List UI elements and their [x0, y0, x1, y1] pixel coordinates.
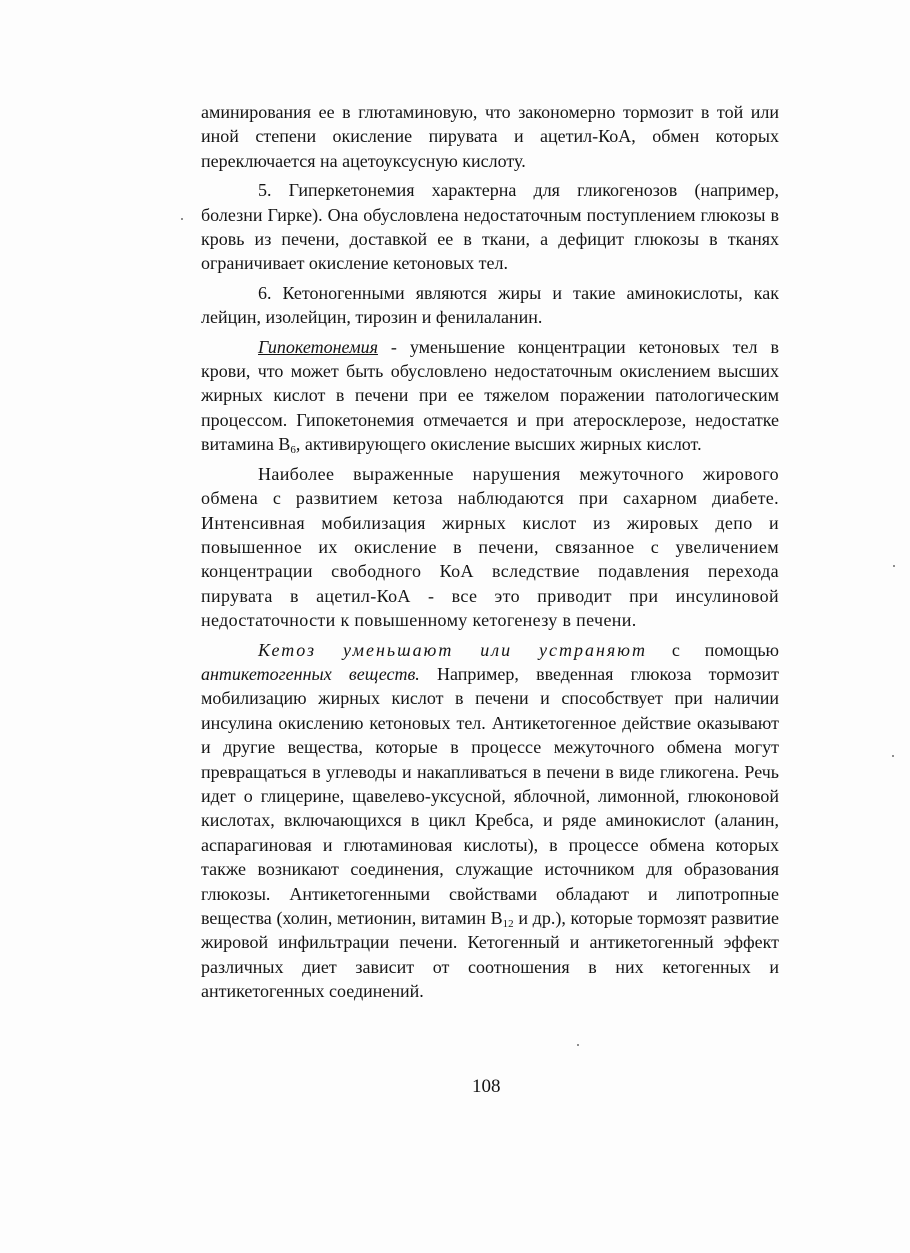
paragraph-text: и др.), которые тормозят развитие жировой инфильтрации печени. Кетогенный и антикетогенный эффект различных диет зависит от соотношения в них кетогенных и антикетогенных соединений.	[201, 908, 779, 1002]
paragraph-text: Например, введенная глюкоза тормозит мобилизацию жирных кислот в печени и способствует при наличии инсулина окислению кетоновых тел. Антикетогенное действие оказывают и другие вещества, которые в процессе межуточного обмена могут превращаться в углеводы и накапливаться в печени в виде гликогена. Речь идет о глицерине, щавелево-уксусной, яблочной, лимонной, глюконовой кислотах, включающихся в цикл Кребса, и ряде аминокислот (аланин, аспарагиновая и глютаминовая кислоты), в процессе обмена которых также возникают соединения, служащие источником для образования глюкозы. Антикетогенными свойствами обладают и липотропные вещества (холин, метионин, витамин В	[201, 663, 779, 928]
subscript-b12: 12	[502, 918, 514, 930]
paragraph-text: , активирующего окисление высших жирных кислот.	[295, 434, 702, 455]
body-text	[201, 100, 779, 1009]
paragraph-item-6: 6. Кетоногенными являются жиры и такие аминокислоты, как лейцин, изолейцин, тирозин и фенилаланин.	[201, 282, 779, 328]
paragraph-item-5: 5. Гиперкетонемия характерна для гликогенозов (например, болезни Гирке). Она обусловлена недостаточным поступлением глюкозы в кровь из печени, доставкой ее в ткани, а дефицит глюкозы в тканях ограничивает окисление кетоновых тел.	[201, 180, 779, 274]
scan-speck	[893, 565, 895, 567]
paragraph-hypoketonemia	[201, 335, 779, 457]
subscript-b6: 6	[290, 444, 296, 457]
scan-speck	[181, 218, 183, 220]
paragraph-diabetes-ketosis: Наиболее выраженные нарушения межуточного жирового обмена с развитием кетоза наблюдаются при сахарном диабете. Интенсивная мобилизация жирных кислот из жировых депо и повышенное их окисление в печени, связанное с увеличением концентрации свободного КоА вследствие подавления перехода пирувата в ацетил-КоА - все это приводит при инсулиновой недостаточности к повышенному кетогенезу в печени.	[201, 463, 779, 631]
scan-speck	[892, 755, 894, 757]
paragraph-text: - уменьшение концентрации кетоновых тел в крови, что может быть обусловлено недостаточным окислением высших жирных кислот в печени при ее тяжелом поражении патологическим процессом. Гипокетонемия отмечается и при атеросклерозе, недостатке витамина В	[201, 336, 779, 455]
term-antiketogenic-substances: антикетогенных веществ.	[201, 663, 420, 684]
lead-ketosis-reduced: Кетоз уменьшают или устраняют	[258, 639, 647, 660]
scan-speck	[577, 1044, 579, 1046]
paragraph-antiketogenic	[201, 638, 779, 1004]
paragraph-text: с помощью	[647, 639, 779, 660]
page-number: 108	[472, 1076, 501, 1097]
term-hypoketonemia: Гипокетонемия	[258, 336, 378, 357]
paragraph-continuation: аминирования ее в глютаминовую, что закономерно тормозит в той или иной степени окисление пирувата и ацетил-КоА, обмен которых переключается на ацетоуксусную кислоту.	[201, 102, 779, 171]
